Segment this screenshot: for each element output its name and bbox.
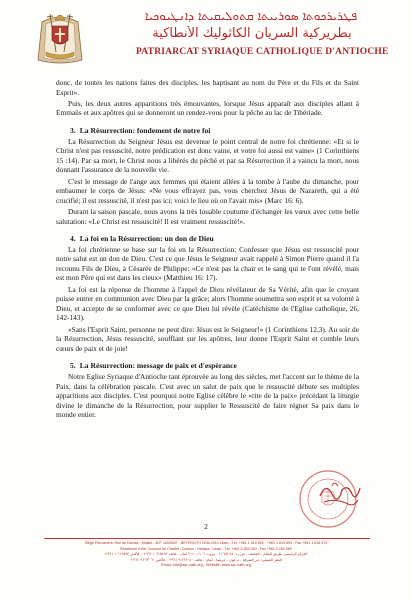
page-number: 2 bbox=[204, 522, 208, 531]
intro-paragraph-2: Puis, les deux autres apparitions très émouvantes, lorsque Jésus apparaît aux disciples allant à Emmaüs et aux apôtres qui se donneront un rendez-vous pour la pêche au lac de Tibériade. bbox=[56, 98, 359, 118]
footer-address-seat-arabic: المركز الرئيسي: طريق الشام - المتحف - ص.ب. ١١٦/٥٠٨٧ - بيروت ١١٠٦-٢٠١٠ لبنان - هاتف ٦١٥٨٩٢ ١ ٩٦١+ - فاكس ٦١٦٥٧٣ ١ ٩٦١+ bbox=[104, 552, 308, 556]
letterhead bbox=[36, 8, 389, 66]
footer-divider bbox=[44, 538, 370, 539]
section-4-paragraph-3: «Sans l'Esprit Saint, personne ne peut dire: Jésus est le Seigneur!» (1 Corinthiens 12,3). Au soir de la Résurrection, Jésus ressuscité, soufflant sur les apôtres, leur donne l'Esprit Saint et comble leurs cœurs de paix et de joie! bbox=[56, 324, 359, 353]
syriac-patriarchate-name: ܦܛܪܝܪܟܘܬܐ ܣܘܪܝܝܬܐ ܩܬܘܠܝܩܝܬܐ ܕܐܢܛܝܘܟܝܐ bbox=[144, 9, 358, 23]
footer-contact: Email: info@syr-cath.org - Website: www.syr-cath.org bbox=[161, 563, 251, 567]
section-number: 4. bbox=[70, 234, 76, 244]
section-number: 5. bbox=[70, 361, 76, 371]
intro-paragraph-1: donc, de toutes les nations faites des disciples, les baptisant au nom du Père et du Fils et du Saint Esprit». bbox=[56, 78, 359, 97]
section-3-paragraph-3: Durant la saison pascale, nous avons la très louable coutume d'échanger les vœux avec cette belle salutation: «Le Christ est ressuscité! Il est vraiment ressuscité!». bbox=[56, 206, 359, 226]
letterhead-footer bbox=[30, 541, 382, 569]
section-3-paragraph-1: La Résurrection du Seigneur Jésus est devenue le point central de notre foi chrétienne: «Et si le Christ n'est pas ressuscité, notre prédication est donc vaine, et votre foi aussi est vaine» (1 Corinthiens 15 :14). Par sa mort, le Christ nous a libérés du péché et par sa Résurrection il a vaincu la mort, nous donnant l'assurance de la nouvelle vie. bbox=[56, 136, 359, 175]
section-4-paragraph-1: La foi chrétienne se base sur la foi en la Résurrection: Confesser que Jésus est ressuscité pour notre salut est un don de Dieu. C'est ce que Jésus le Seigneur avait rappelé à Simon Pierre quand il l'a reconnu Fils de Dieu, à Césarée de Philippe: «Ce n'est pas la chair et le sang qui te l'ont révélé, mais est mon Père qui est dans les cieux» (Matthieu 16: 17). bbox=[56, 244, 359, 283]
section-title: La Résurrection: fondement de notre foi bbox=[79, 125, 211, 135]
section-3-paragraph-2: C'est le message de l'ange aux femmes qui étaient allées à la tombe à l'aube du dimanche, pour embaumer le corps de Jésus: «Ne vous effrayez pas, vous cherchez Jésus de Nazareth, qui a été crucifié; il est ressuscité, il n'est pas ici; voici le lieu où on l'avait mis» (Marc 16: 6). bbox=[56, 176, 359, 205]
section-heading-3 bbox=[56, 126, 359, 136]
footer-address-summer: Résidence d'été: Couvent de Charfet - Darôun - Harissa - Liban - Tél. +961 9 263 040 - Fax +961 9 263 060 bbox=[120, 546, 292, 551]
section-heading-4 bbox=[56, 234, 359, 244]
section-title: La Résurrection: message de paix et d'espérance bbox=[79, 361, 237, 371]
arabic-patriarchate-name: بطريركية السريان الكاثوليك الأنطاكية bbox=[152, 26, 352, 41]
section-4-paragraph-2: La foi est la réponse de l'homme à l'appel de Dieu révélateur de Sa Vérité, afin que le croyant puisse entrer en communion avec Dieu par la grâce; alors l'homme soumettra son esprit et sa volonté à Dieu, et accepte de se conformer avec ce que Dieu lui révèle (Catéchisme de l'Eglise catholique, 26, 142-143). bbox=[56, 284, 359, 323]
patriarchal-coat-of-arms-logo bbox=[36, 8, 84, 64]
section-title: La foi en la Résurrection: un don de Dieu bbox=[79, 234, 214, 244]
french-patriarchate-name: PATRIARCAT SYRIAQUE CATHOLIQUE D'ANTIOCHE bbox=[136, 47, 389, 57]
handwritten-signature bbox=[318, 476, 362, 512]
section-heading-5 bbox=[56, 361, 359, 371]
letter-body bbox=[56, 78, 359, 422]
footer-address-summer-arabic: المقر الصيفي: دير الشرفة - درعون - حريصا - لبنان - هاتف ٢٦٣٠٤٠ ٩ ٩٦١+ - فاكس ٢٦٣٠٦٠ ٩ ٩٦١+ bbox=[130, 557, 282, 562]
footer-address-seat: Siège Permanent: Rue de Damas - Musée - B.P. 116/5087 - BEYROUTH 1106-2010 Liban - Tél. +961 1 615 892 - +961 1 615 894 - Fax +961 1 616 573 bbox=[84, 541, 328, 545]
section-number: 3. bbox=[70, 125, 76, 135]
section-5-paragraph-1: Notre Eglise Syriaque d'Antioche tant éprouvée au long des siècles, met l'accent sur le thème de la Paix, dans la célébration pascale. C'est avec un salut de paix que le ressuscité débute ses multiples apparitions aux disciples. C'est pourquoi notre Eglise célèbre le «rite de la paix» précédant la liturgie divine le dimanche de la Résurrection, pour supplier le Ressuscité de faire régner Sa paix dans le monde entier. bbox=[56, 372, 359, 420]
